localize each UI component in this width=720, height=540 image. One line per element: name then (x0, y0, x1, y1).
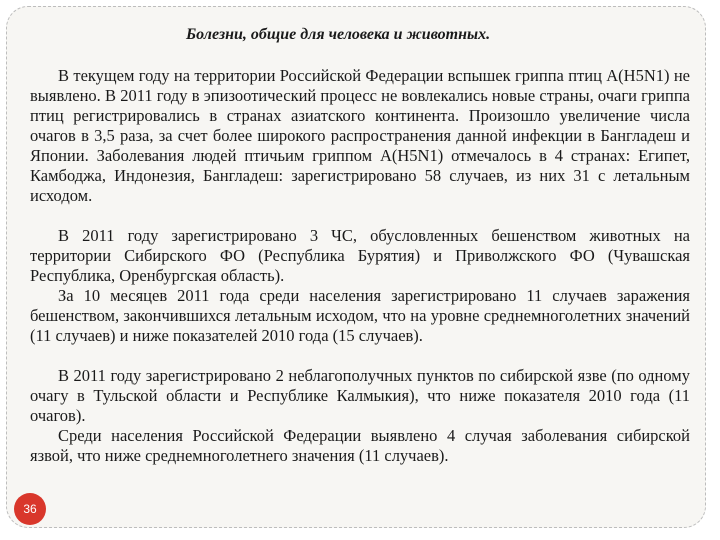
paragraph-anthrax-outbreaks: В 2011 году зарегистрировано 2 неблагополучных пунктов по сибирской язве (по одному очагу в Тульской области и Республике Калмыкия), что ниже показателя 2010 года (11 очагов). (30, 366, 690, 425)
paragraph-gap (30, 346, 690, 366)
paragraph-avian-flu: В текущем году на территории Российской Федерации вспышек гриппа птиц А(H5N1) не выявлено. В 2011 году в эпизоотический процесс не вовлекались новые страны, очаги гриппа птиц регистрировались в странах азиатского континента. Произошло увеличение числа очагов в 3,5 раза, за счет более широкого распространения данной инфекции в Бангладеш и Японии. Заболевания людей птичьим гриппом А(H5N1) отмечалось в 4 странах: Египет, Камбоджа, Индонезия, Бангладеш: зарегистрировано 58 случаев, из них 31 с летальным исходом. (30, 66, 690, 205)
page-number-badge: 36 (14, 493, 46, 525)
paragraph-rabies-emergencies: В 2011 году зарегистрировано 3 ЧС, обусловленных бешенством животных на территории Сибирского ФО (Республика Бурятия) и Приволжского ФО (Чувашская Республика, Оренбургская область). (30, 226, 690, 285)
slide-body (30, 66, 690, 466)
paragraph-rabies-cases: За 10 месяцев 2011 года среди населения зарегистрировано 11 случаев заражения бешенством, закончившихся летальным исходом, что на уровне среднемноголетних значений (11 случаев) и ниже показателей 2010 года (15 случаев). (30, 286, 690, 345)
paragraph-anthrax-cases: Среди населения Российской Федерации выявлено 4 случая заболевания сибирской язвой, что ниже среднемноголетнего значения (11 случаев). (30, 426, 690, 465)
slide-title: Болезни, общие для человека и животных. (186, 26, 491, 43)
paragraph-gap (30, 206, 690, 226)
